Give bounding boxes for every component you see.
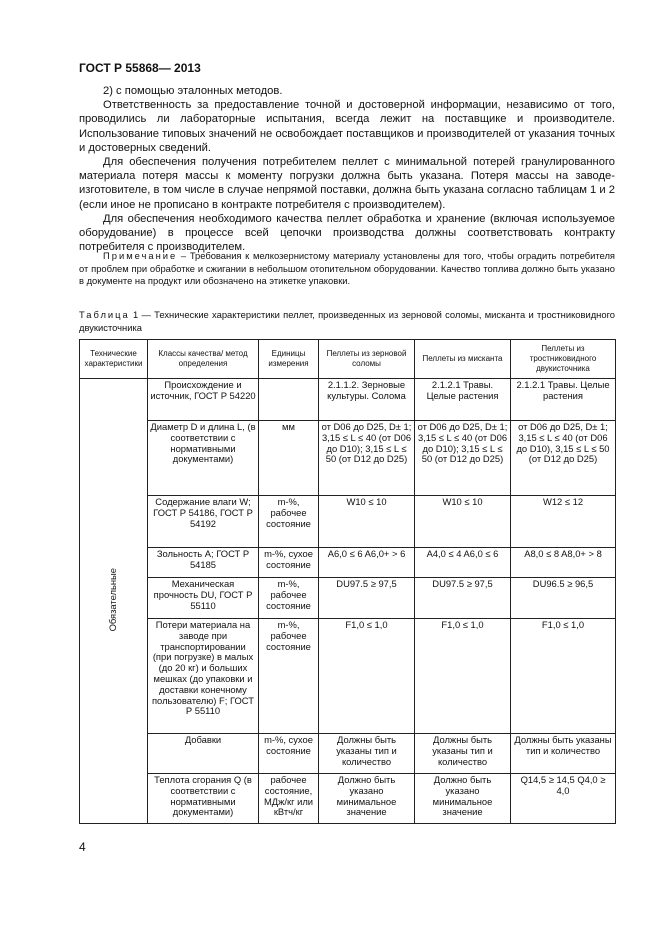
table-cell: m-%, рабочее состояние: [259, 578, 319, 619]
paragraph: 2) с помощью эталонных методов.: [103, 85, 283, 97]
header-cell: Классы качества/ метод определения: [148, 340, 259, 379]
table-cell: W12 ≤ 12: [511, 496, 616, 548]
group-cell: [80, 379, 148, 824]
table-cell: Теплота сгорания Q (в соответствии с нормативными документами): [148, 774, 259, 824]
table-cell: m-%, сухое состояние: [259, 548, 319, 578]
table-cell: A4,0 ≤ 4 A6,0 ≤ 6: [415, 548, 511, 578]
table-row: [80, 774, 616, 824]
table-cell: Добавки: [148, 734, 259, 774]
table-cell: Должно быть указано минимальное значение: [319, 774, 415, 824]
table-cell: A8,0 ≤ 8 A8,0+ > 8: [511, 548, 616, 578]
table-row: [80, 734, 616, 774]
table-cell: Должно быть указано минимальное значение: [415, 774, 511, 824]
table-cell: F1,0 ≤ 1,0: [511, 619, 616, 734]
table-caption: [79, 309, 615, 334]
table-row: [80, 496, 616, 548]
table-cell: от D06 до D25, D± 1; 3,15 ≤ L ≤ 40 (от D06 до D10), 3,15 ≤ L ≤ 50 (от D12 до D25): [511, 421, 616, 496]
table-row: [80, 379, 616, 421]
table-cell: Q14,5 ≥ 14,5 Q4,0 ≥ 4,0: [511, 774, 616, 824]
table-cell: Диаметр D и длина L, (в соответствии с нормативными документами): [148, 421, 259, 496]
note-text: – Требования к мелкозернистому материалу установлены для того, чтобы оградить потребителя от проблем при обработке и сжигании в небольшом отопительном оборудовании. Качество топлива должно быть указано в документе на продукт или обозначено на этикетке упаковки.: [79, 250, 615, 287]
table-cell: F1,0 ≤ 1,0: [415, 619, 511, 734]
note: [79, 250, 615, 288]
table-cell: DU97.5 ≥ 97,5: [319, 578, 415, 619]
table-cell: DU96.5 ≥ 96,5: [511, 578, 616, 619]
body-text: [79, 84, 615, 254]
document-header: ГОСТ Р 55868— 2013: [79, 61, 201, 75]
table-cell: Должны быть указаны тип и количество: [511, 734, 616, 774]
header-cell: Единицы измерения: [259, 340, 319, 379]
table-cell: F1,0 ≤ 1,0: [319, 619, 415, 734]
table-cell: Потери материала на заводе при транспортировании (при погрузке) в малых (до 20 кг) и больших мешках (до упаковки и доставки конечному пользователю) F; ГОСТ Р 55110: [148, 619, 259, 734]
table-row: [80, 578, 616, 619]
page-number: 4: [79, 840, 86, 854]
table-row: [80, 421, 616, 496]
table-caption-text: 1 — Технические характеристики пеллет, произведенных из зерновой соломы, мисканта и тростниковидного двукисточника: [79, 309, 615, 333]
table-cell: Содержание влаги W; ГОСТ Р 54186, ГОСТ Р 54192: [148, 496, 259, 548]
table-caption-label: Таблица: [79, 309, 130, 320]
table-cell: от D06 до D25, D± 1; 3,15 ≤ L ≤ 40 (от D06 до D10); 3,15 ≤ L ≤ 50 (от D12 до D25): [415, 421, 511, 496]
table-cell: мм: [259, 421, 319, 496]
table-cell: m-%, рабочее состояние: [259, 496, 319, 548]
table-row: [80, 619, 616, 734]
header-cell: Технические характеристики: [80, 340, 148, 379]
table-cell: DU97.5 ≥ 97,5: [415, 578, 511, 619]
paragraph: Для обеспечения получения потребителем пеллет с минимальной потерей гранулированного материала потеря массы к моменту погрузки должна быть указана. Потеря массы на заводе-изготовителе, в том числе в случае непрямой поставки, должна быть указана согласно таблицам 1 и 2 (если иное не прописано в контракте потребителя с производителем).: [79, 156, 615, 211]
table-cell: [259, 379, 319, 421]
header-cell: Пеллеты из тростниковидного двукисточника: [511, 340, 616, 379]
table-cell: 2.1.2.1 Травы. Целые растения: [415, 379, 511, 421]
table-cell: m-%, рабочее состояние: [259, 619, 319, 734]
table-cell: Механическая прочность DU, ГОСТ Р 55110: [148, 578, 259, 619]
table-cell: Зольность A; ГОСТ Р 54185: [148, 548, 259, 578]
table-cell: 2.1.1.2. Зерновые культуры. Солома: [319, 379, 415, 421]
table-cell: рабочее состояние, МДж/кг или кВтч/кг: [259, 774, 319, 824]
table-cell: m-%, сухое состояние: [259, 734, 319, 774]
table-cell: A6,0 ≤ 6 A6,0+ > 6: [319, 548, 415, 578]
table-cell: Происхождение и источник, ГОСТ Р 54220: [148, 379, 259, 421]
table-cell: W10 ≤ 10: [319, 496, 415, 548]
note-label: Примечание: [103, 250, 178, 261]
paragraph: Для обеспечения необходимого качества пеллет обработка и хранение (включая используемое оборудование) в процессе всей цепочки производства должны соответствовать контракту потребителя с производителем.: [79, 212, 615, 254]
table-row: [80, 548, 616, 578]
header-cell: Пеллеты из зерновой соломы: [319, 340, 415, 379]
header-cell: Пеллеты из мисканта: [415, 340, 511, 379]
table-header-row: [80, 340, 616, 379]
table-cell: W10 ≤ 10: [415, 496, 511, 548]
specifications-table: [79, 339, 616, 824]
table-cell: от D06 до D25, D± 1; 3,15 ≤ L ≤ 40 (от D06 до D10); 3,15 ≤ L ≤ 50 (от D12 до D25): [319, 421, 415, 496]
table-cell: Должны быть указаны тип и количество: [319, 734, 415, 774]
table-cell: Должны быть указаны тип и количество: [415, 734, 511, 774]
table-cell: 2.1.2.1 Травы. Целые растения: [511, 379, 616, 421]
paragraph: Ответственность за предоставление точной и достоверной информации, независимо от того, проводились ли лабораторные испытания, всегда лежит на поставщике и производителе. Использование типовых значений не освобождает поставщиков и производителей от указания точных и достоверных сведений.: [79, 99, 615, 154]
group-label: Обязательные: [107, 567, 119, 632]
